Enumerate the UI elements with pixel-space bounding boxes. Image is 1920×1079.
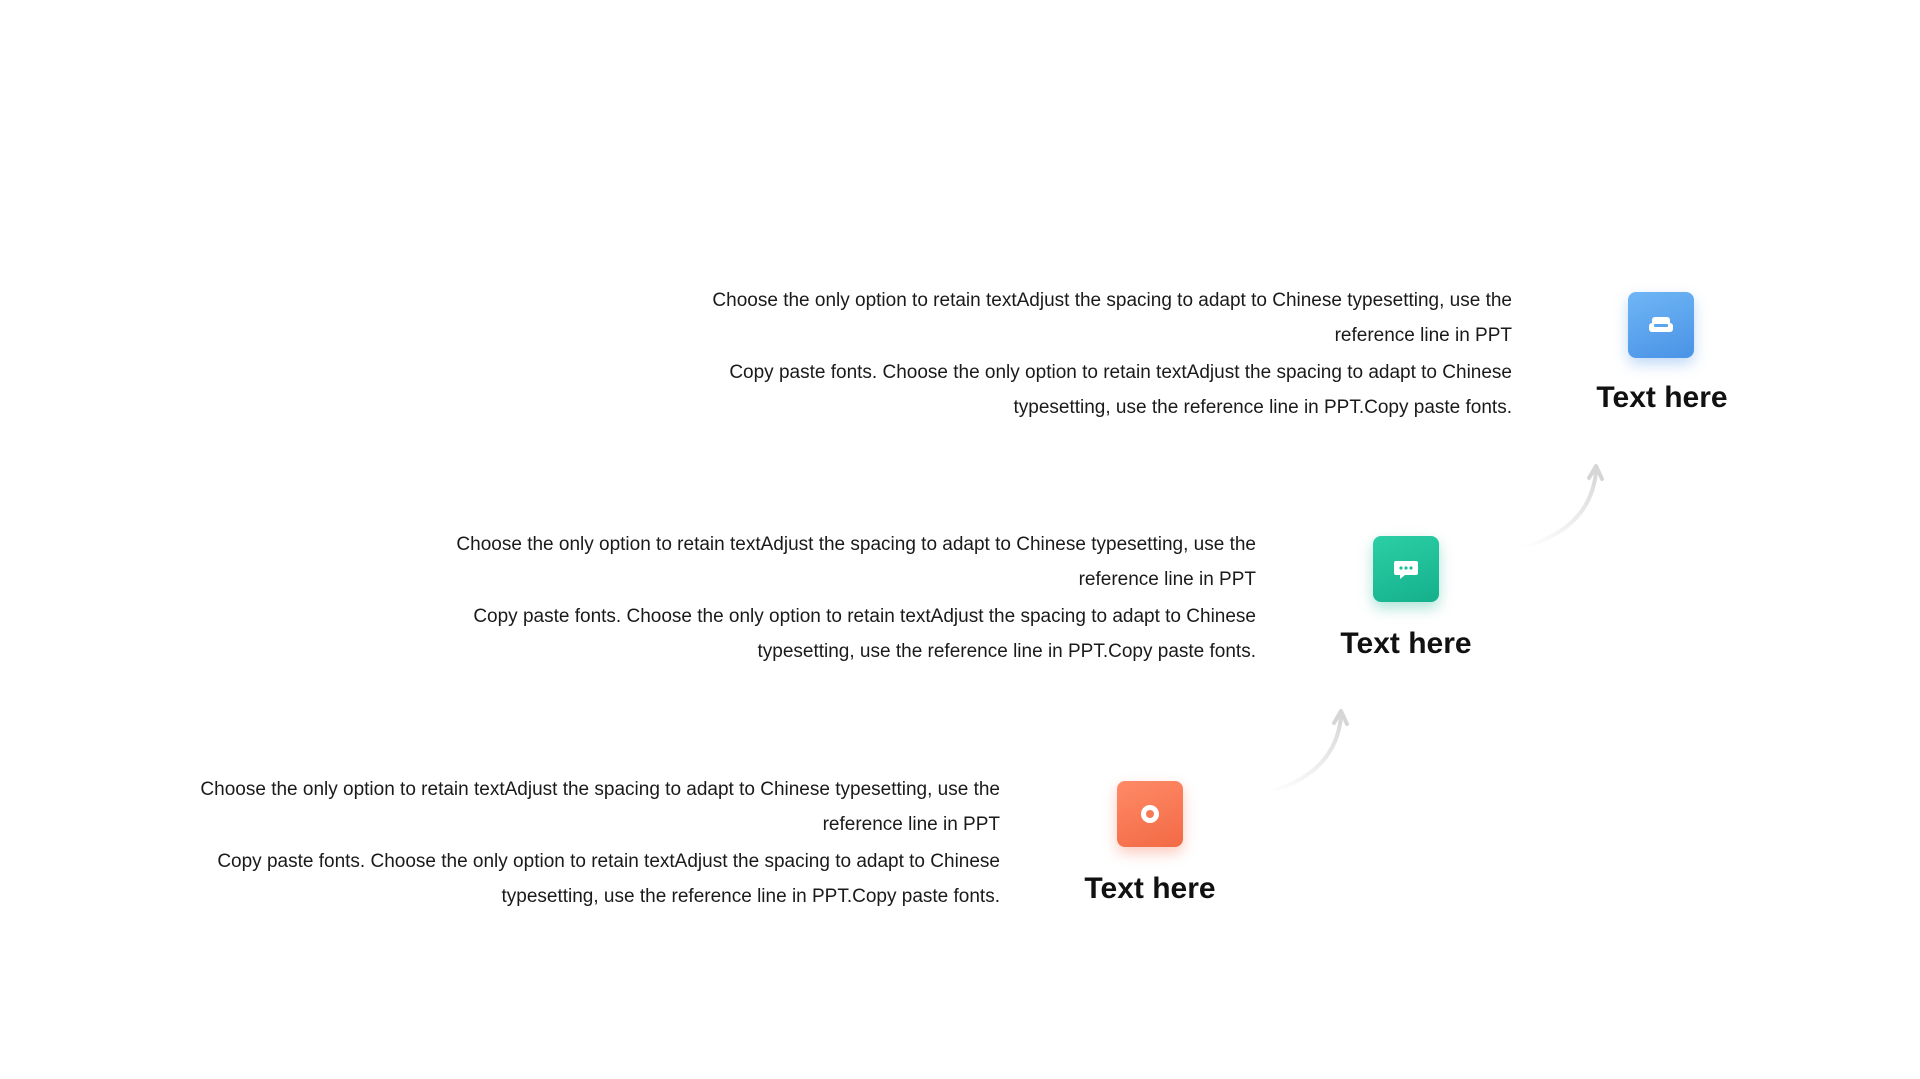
step-3-description-line-1: Choose the only option to retain textAdjust the spacing to adapt to Chinese typesetting, use the reference line in PPT <box>200 779 1000 835</box>
step-1-description-line-1: Choose the only option to retain textAdjust the spacing to adapt to Chinese typesetting, use the reference line in PPT <box>712 290 1512 346</box>
step-3-description-line-2: Copy paste fonts. Choose the only option to retain textAdjust the spacing to adapt to Chinese typesetting, use the reference line in PPT.Copy paste fonts. <box>217 851 1000 907</box>
sofa-icon <box>1646 310 1676 340</box>
step-3-title: Text here <box>1084 872 1216 905</box>
chat-bubble-icon <box>1391 554 1421 584</box>
location-pin-icon <box>1135 799 1165 829</box>
step-1-title: Text here <box>1596 381 1728 414</box>
connector-arrow-3-to-2 <box>1245 705 1365 805</box>
step-1-description-line-2: Copy paste fonts. Choose the only option to retain textAdjust the spacing to adapt to Chinese typesetting, use the reference line in PPT.Copy paste fonts. <box>729 362 1512 418</box>
step-1-icon-box <box>1628 292 1694 358</box>
step-3-icon-box <box>1117 781 1183 847</box>
connector-arrow-2-to-1 <box>1500 460 1620 560</box>
step-2-description-line-1: Choose the only option to retain textAdjust the spacing to adapt to Chinese typesetting, use the reference line in PPT <box>456 534 1256 590</box>
step-2-title: Text here <box>1340 627 1472 660</box>
step-1-description <box>652 283 1512 425</box>
step-3-description <box>140 772 1000 914</box>
step-2-description-line-2: Copy paste fonts. Choose the only option to retain textAdjust the spacing to adapt to Chinese typesetting, use the reference line in PPT.Copy paste fonts. <box>473 606 1256 662</box>
step-2-icon-box <box>1373 536 1439 602</box>
step-2-description <box>396 527 1256 669</box>
